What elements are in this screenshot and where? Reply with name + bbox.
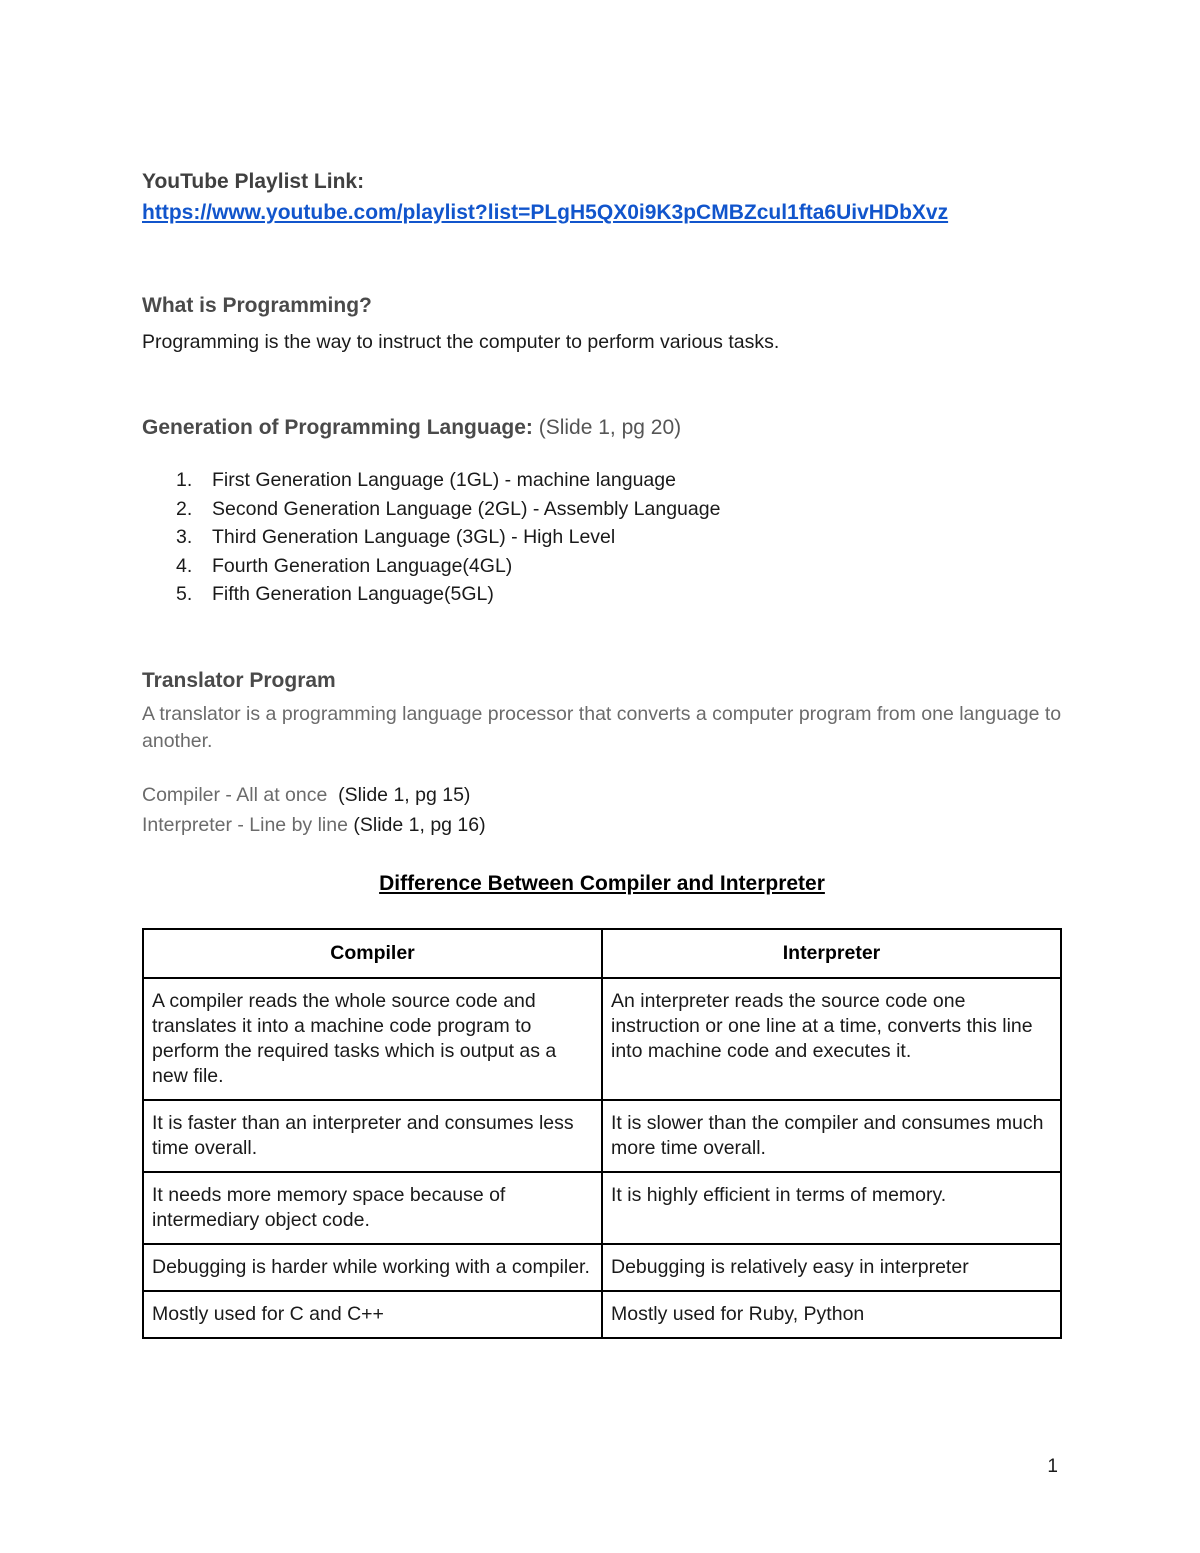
list-item-number: 4. bbox=[176, 554, 193, 577]
list-item bbox=[142, 495, 1062, 524]
table-cell: A compiler reads the whole source code and translates it into a machine code program to perform the required tasks which is output as a new file. bbox=[143, 978, 602, 1100]
comparison-title: Difference Between Compiler and Interpreter bbox=[379, 871, 825, 895]
interpreter-line bbox=[142, 812, 1062, 839]
list-item-number: 2. bbox=[176, 497, 193, 520]
page-number: 1 bbox=[1047, 1456, 1058, 1477]
compiler-slide-ref: (Slide 1, pg 15) bbox=[338, 783, 471, 806]
translator-heading: Translator Program bbox=[142, 668, 336, 692]
interpreter-description: Interpreter - Line by line bbox=[142, 813, 348, 836]
list-item-text: Fifth Generation Language(5GL) bbox=[212, 583, 494, 605]
table-cell: Mostly used for C and C++ bbox=[143, 1291, 602, 1338]
document-page bbox=[142, 168, 1062, 1339]
interpreter-slide-ref: (Slide 1, pg 16) bbox=[353, 813, 486, 836]
list-item bbox=[142, 580, 1062, 609]
comparison-table bbox=[142, 928, 1062, 1339]
generations-slide-ref: (Slide 1, pg 20) bbox=[538, 416, 682, 439]
list-item-number: 3. bbox=[176, 526, 193, 548]
table-cell: Mostly used for Ruby, Python bbox=[602, 1291, 1061, 1338]
translator-definition: A translator is a programming language processor that converts a computer program from one language to another. bbox=[142, 702, 1062, 752]
table-row bbox=[143, 978, 1061, 1100]
table-cell: An interpreter reads the source code one instruction or one line at a time, converts this line into machine code and executes it. bbox=[602, 978, 1061, 1100]
playlist-label: YouTube Playlist Link: bbox=[142, 170, 365, 193]
column-header-compiler: Compiler bbox=[143, 929, 602, 978]
playlist-link[interactable]: https://www.youtube.com/playlist?list=PLgH5QX0i9K3pCMBZcul1fta6UivHDbXvz bbox=[142, 201, 949, 224]
programming-heading: What is Programming? bbox=[142, 294, 372, 317]
table-cell: Debugging is relatively easy in interpreter bbox=[602, 1244, 1061, 1291]
list-item-text: Fourth Generation Language(4GL) bbox=[212, 554, 513, 577]
generations-heading bbox=[142, 414, 1062, 442]
table-row bbox=[143, 1172, 1061, 1244]
table-row bbox=[143, 1244, 1061, 1291]
list-item bbox=[142, 466, 1062, 495]
list-item bbox=[142, 523, 1062, 552]
list-item-number: 5. bbox=[176, 583, 193, 605]
list-item-text: Second Generation Language (2GL) - Assembly Language bbox=[212, 497, 721, 520]
table-cell: It is faster than an interpreter and consumes less time overall. bbox=[143, 1100, 602, 1172]
list-item-text: First Generation Language (1GL) - machine language bbox=[212, 469, 676, 491]
table-row bbox=[143, 1291, 1061, 1338]
table-row bbox=[143, 1100, 1061, 1172]
table-cell: It needs more memory space because of intermediary object code. bbox=[143, 1172, 602, 1244]
table-cell: It is slower than the compiler and consumes much more time overall. bbox=[602, 1100, 1061, 1172]
column-header-interpreter: Interpreter bbox=[602, 929, 1061, 978]
compiler-description: Compiler - All at once bbox=[142, 783, 328, 806]
list-item-text: Third Generation Language (3GL) - High Level bbox=[212, 526, 616, 548]
table-cell: Debugging is harder while working with a compiler. bbox=[143, 1244, 602, 1291]
programming-definition: Programming is the way to instruct the computer to perform various tasks. bbox=[142, 331, 780, 353]
table-header-row bbox=[143, 929, 1061, 978]
generations-title: Generation of Programming Language: bbox=[142, 416, 533, 439]
compiler-line bbox=[142, 782, 1062, 809]
table-cell: It is highly efficient in terms of memory. bbox=[602, 1172, 1061, 1244]
generations-list bbox=[142, 466, 1062, 609]
list-item-number: 1. bbox=[176, 469, 193, 491]
list-item bbox=[142, 552, 1062, 581]
